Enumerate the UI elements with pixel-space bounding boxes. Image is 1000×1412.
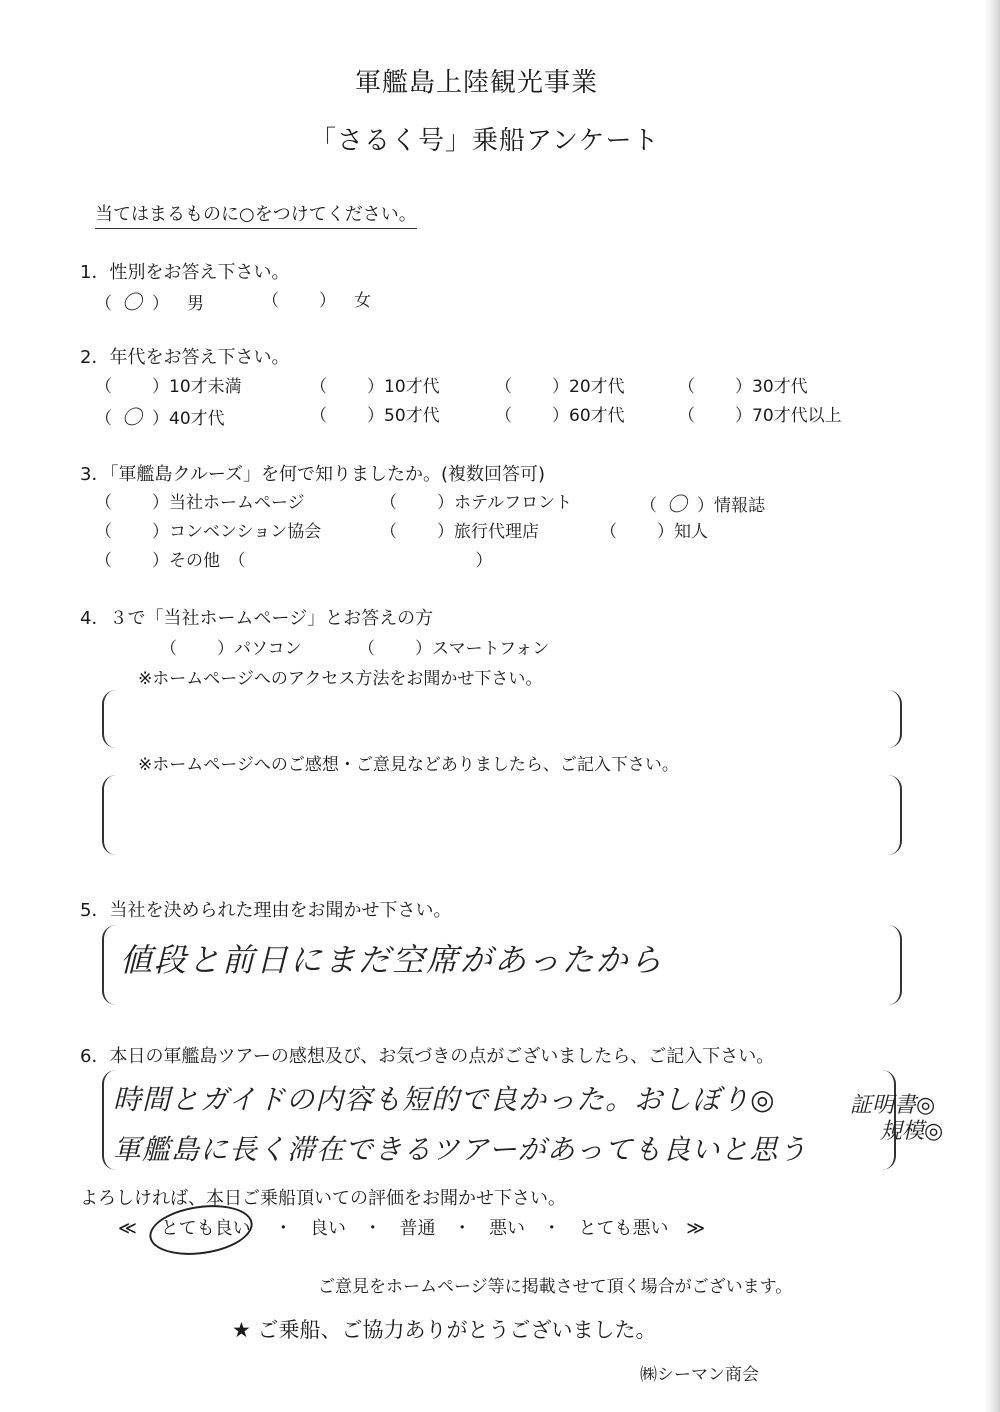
- rating-very-good-label: とても良い: [160, 1218, 251, 1239]
- q2-option-30s[interactable]: （ ）30才代: [678, 377, 808, 397]
- q3-convention-label: コンベンション協会: [169, 522, 322, 542]
- rating-option-average[interactable]: 普通: [399, 1218, 436, 1239]
- q3-option-travel-agent[interactable]: （ ）旅行代理店: [380, 522, 539, 542]
- q6-answer-line1: 時間とガイドの内容も短的で良かった。おしぼり◎: [113, 1083, 776, 1116]
- q3-other-label: その他: [169, 551, 220, 571]
- q3-acquaintance-label: 知人: [674, 522, 708, 542]
- q1-male-label: 男: [187, 294, 204, 314]
- q2-option-50s[interactable]: （ ）50才代: [310, 406, 440, 426]
- q4-label: 4．３で「当社ホームページ」とお答えの方: [80, 608, 434, 629]
- q2-option-under10[interactable]: （ ）10才未満: [95, 377, 242, 397]
- q3-option-homepage[interactable]: （ ）当社ホームページ: [95, 493, 305, 513]
- q3-travel-agent-label: 旅行代理店: [454, 522, 539, 542]
- rating-separator: ・: [274, 1218, 293, 1239]
- footer-company: ㈱シーマン商会: [640, 1365, 759, 1385]
- q4-access-answer-box[interactable]: [102, 690, 902, 748]
- q3-option-convention[interactable]: （ ）コンベンション協会: [95, 522, 322, 542]
- rating-scale: [112, 1214, 711, 1240]
- q4-note-feedback: ※ホームページへのご感想・ご意見などありましたら、ご記入下さい。: [138, 755, 679, 775]
- q2-40s-label: 40才代: [169, 409, 225, 429]
- q3-magazine-label: 情報誌: [714, 496, 765, 516]
- q2-40s-mark: 〇: [122, 405, 142, 429]
- rating-option-bad[interactable]: 悪い: [488, 1218, 525, 1239]
- q1-option-female[interactable]: （ ） 女: [262, 291, 371, 311]
- footer-thanks: ★ ご乗船、ご協力ありがとうございました。: [232, 1318, 657, 1342]
- footer-notice: ご意見をホームページ等に掲載させて頂く場合がございます。: [318, 1277, 793, 1297]
- page-subtitle: 「さるく号」乗船アンケート: [310, 126, 660, 156]
- q3-magazine-mark: 〇: [667, 492, 687, 516]
- q3-homepage-label: 当社ホームページ: [169, 493, 305, 513]
- q3-option-other[interactable]: （ ）その他 （ ）: [95, 551, 493, 571]
- q3-option-magazine[interactable]: （ 〇 ）情報誌: [640, 488, 765, 517]
- rating-separator: ・: [542, 1218, 561, 1239]
- q2-20s-label: 20才代: [569, 377, 625, 397]
- q4-option-smartphone[interactable]: （ ）スマートフォン: [358, 639, 550, 659]
- rating-separator: ・: [363, 1218, 382, 1239]
- q2-10s-label: 10才代: [384, 377, 440, 397]
- q4-note-access: ※ホームページへのアクセス方法をお聞かせ下さい。: [138, 669, 543, 689]
- rating-prompt: よろしければ、本日ご乗船頂いての評価をお聞かせ下さい。: [80, 1188, 566, 1209]
- rating-separator: ・: [453, 1218, 472, 1239]
- q1-female-label: 女: [354, 291, 371, 311]
- q1-male-mark: 〇: [122, 290, 142, 314]
- q4-pc-label: パソコン: [234, 639, 302, 659]
- q3-option-acquaintance[interactable]: （ ）知人: [600, 522, 708, 542]
- q2-option-10s[interactable]: （ ）10才代: [310, 377, 440, 397]
- q6-label: 6．本日の軍艦島ツアーの感想及び、お気づきの点がございましたら、ご記入下さい。: [80, 1046, 775, 1067]
- rating-option-good[interactable]: 良い: [310, 1218, 347, 1239]
- q6-side-note-1: 証明書◎: [850, 1093, 936, 1118]
- q6-answer-line2: 軍艦島に長く滞在できるツアーがあっても良いと思う: [113, 1133, 808, 1166]
- q2-option-60s[interactable]: （ ）60才代: [495, 406, 625, 426]
- q2-70plus-label: 70才代以上: [752, 406, 842, 426]
- page-title: 軍艦島上陸観光事業: [355, 68, 599, 98]
- rating-open-bracket: ≪: [118, 1218, 137, 1239]
- q3-label: 3．「軍艦島クルーズ」を何で知りましたか。(複数回答可): [80, 464, 546, 485]
- q2-option-20s[interactable]: （ ）20才代: [495, 377, 625, 397]
- q2-30s-label: 30才代: [752, 377, 808, 397]
- q2-60s-label: 60才代: [569, 406, 625, 426]
- q2-50s-label: 50才代: [384, 406, 440, 426]
- rating-option-very-bad[interactable]: とても悪い: [578, 1218, 669, 1239]
- q1-option-male[interactable]: （ 〇 ） 男: [95, 286, 204, 315]
- q2-under10-label: 10才未満: [169, 377, 242, 397]
- q4-feedback-answer-box[interactable]: [102, 775, 902, 855]
- q5-label: 5．当社を決められた理由をお聞かせ下さい。: [80, 900, 452, 921]
- q2-option-40s[interactable]: （ 〇 ）40才代: [95, 401, 225, 430]
- q4-smartphone-label: スマートフォン: [432, 639, 550, 659]
- q2-label: 2．年代をお答え下さい。: [80, 347, 290, 368]
- q6-side-note-2: 規模◎: [880, 1119, 944, 1144]
- q5-answer-text: 値段と前日にまだ空席があったから: [120, 941, 664, 979]
- q3-option-hotel-front[interactable]: （ ）ホテルフロント: [380, 493, 573, 513]
- q2-option-70plus[interactable]: （ ）70才代以上: [678, 406, 842, 426]
- rating-close-bracket: ≫: [686, 1218, 706, 1239]
- q4-option-pc[interactable]: （ ）パソコン: [160, 639, 302, 659]
- rating-option-very-good[interactable]: [155, 1218, 263, 1239]
- q1-label: 1．性別をお答え下さい。: [80, 262, 290, 283]
- instruction-text: 当てはまるものに○をつけてください。: [95, 200, 417, 229]
- q3-hotel-front-label: ホテルフロント: [454, 493, 573, 513]
- scan-edge: [984, 0, 1000, 1412]
